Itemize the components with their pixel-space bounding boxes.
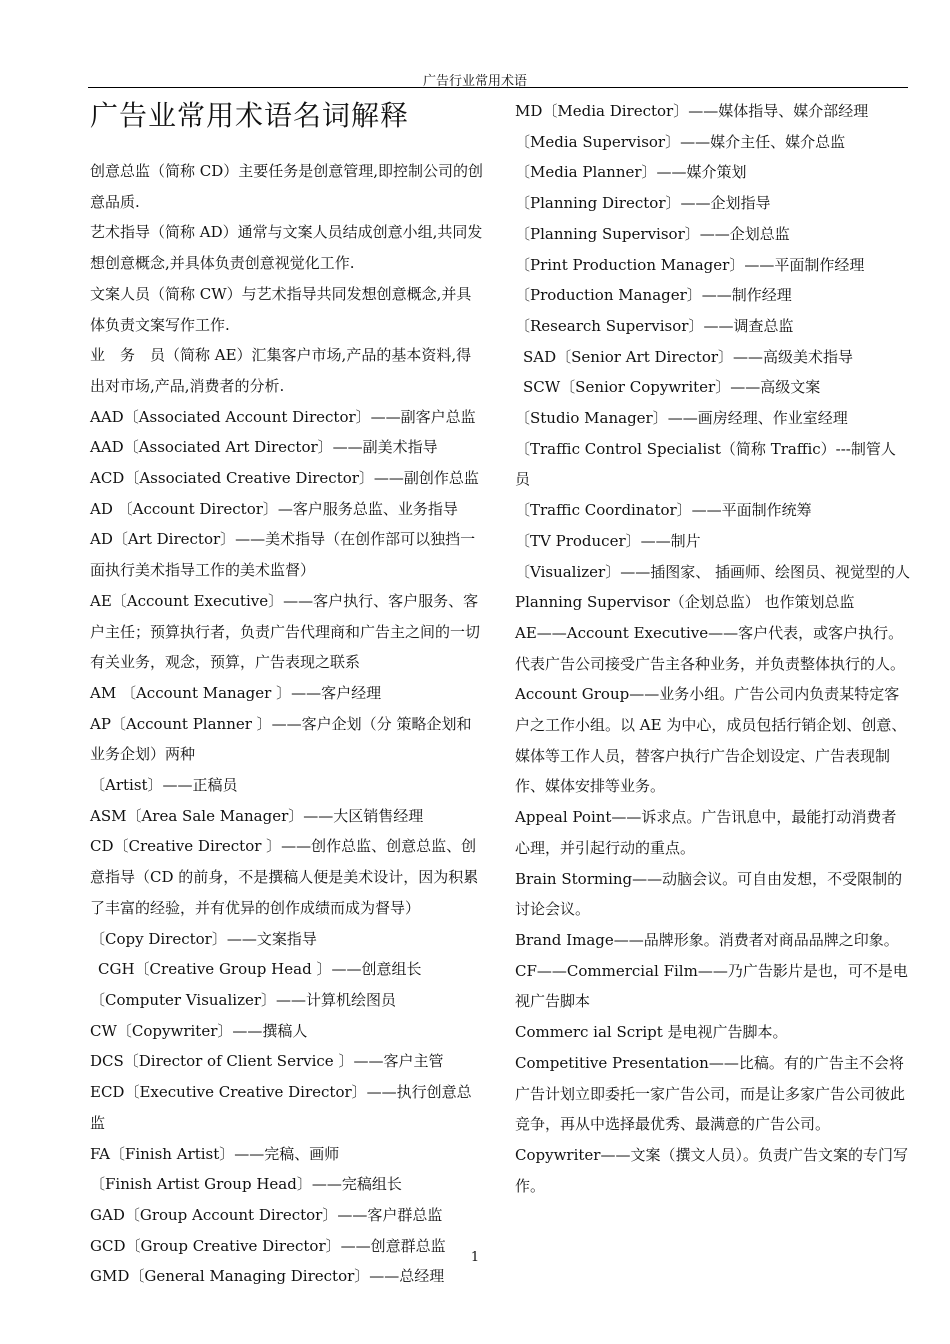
glossary-entry: 〔Computer Visualizer〕——计算机绘图员 xyxy=(90,990,397,1009)
glossary-entry: CGH〔Creative Group Head 〕——创意组长 xyxy=(98,960,422,979)
glossary-entry: AE——Account Executive——客户代表，或客户执行。代表广告公司接受广告主各种业务，并负责整体执行的人。 xyxy=(515,623,906,673)
glossary-entry: 〔Media Planner〕——媒介策划 xyxy=(515,163,747,182)
glossary-entry: 〔Traffic Coordinator〕——平面制作统筹 xyxy=(515,501,812,520)
running-header: 广告行业常用术语 xyxy=(422,74,527,89)
glossary-entry: Copywriter——文案（撰文人员）。负责广告文案的专门写作。 xyxy=(515,1145,908,1195)
glossary-entry: 〔Visualizer〕——插图家、 插画师、绘图员、视觉型的人 xyxy=(515,562,910,581)
glossary-entry: DCS〔Director of Client Service 〕——客户主管 xyxy=(90,1052,444,1071)
glossary-entry: 业 务 员（简称 AE）汇集客户市场,产品的基本资料,得出对市场,产品,消费者的分析. xyxy=(90,346,472,395)
glossary-entry: Brand Image——品牌形象。消费者对商品品牌之印象。 xyxy=(515,930,899,949)
glossary-entry: Appeal Point——诉求点。广告讯息中，最能打动消费者心理，并引起行动的重点。 xyxy=(515,808,897,857)
document-title: 广告业常用术语名词解释 xyxy=(90,99,410,132)
glossary-entry: GMD〔General Managing Director〕——总经理 xyxy=(90,1267,445,1286)
glossary-entry: 〔Planning Supervisor〕——企划总监 xyxy=(515,224,790,243)
glossary-entry: AP〔Account Planner 〕——客户企划（分 策略企划和业务企划）两种 xyxy=(90,714,472,764)
glossary-entry: 〔Copy Director〕——文案指导 xyxy=(90,929,317,948)
glossary-entry: Brain Storming——动脑会议。可自由发想，不受限制的讨论会议。 xyxy=(515,869,903,919)
glossary-entry: CF——Commercial Film——乃广告影片是也，可不是电视广告脚本 xyxy=(515,961,908,1011)
left-entry-list xyxy=(90,156,485,1292)
glossary-entry: AAD〔Associated Account Director〕——副客户总监 xyxy=(90,407,476,426)
glossary-entry: 〔Media Supervisor〕——媒介主任、媒介总监 xyxy=(515,132,846,151)
glossary-entry: GAD〔Group Account Director〕——客户群总监 xyxy=(90,1205,443,1224)
page-number: 1 xyxy=(470,1250,480,1265)
glossary-entry: AD〔Art Director〕——美术指导（在创作部可以独挡一面执行美术指导工作的美术监督） xyxy=(90,530,476,580)
glossary-entry: Planning Supervisor（企划总监） 也作策划总监 xyxy=(515,593,855,612)
glossary-entry: SAD〔Senior Art Director〕——高级美术指导 xyxy=(523,347,854,366)
glossary-entry: 文案人员（简称 CW）与艺术指导共同发想创意概念,并具体负责文案写作工作. xyxy=(90,284,472,334)
glossary-entry: 〔TV Producer〕——制片 xyxy=(515,531,701,550)
glossary-entry: Account Group——业务小组。广告公司内负责某特定客户之工作小组。以 AE 为中心，成员包括行销企划、创意、媒体等工作人员，替客户执行广告企划设定、广告表现制作、媒体安排等业务。 xyxy=(515,685,907,796)
right-entry-list xyxy=(515,96,910,1201)
glossary-entry: 〔Print Production Manager〕——平面制作经理 xyxy=(515,255,865,274)
glossary-entry: 〔Artist〕——正稿员 xyxy=(90,776,238,795)
header-rule xyxy=(88,87,908,88)
glossary-entry: ACD〔Associated Creative Director〕——副创作总监 xyxy=(90,469,479,488)
glossary-entry: CD〔Creative Director 〕——创作总监、创意总监、创意指导（CD 的前身，不是撰稿人便是美术设计，因为积累了丰富的经验，并有优异的创作成绩而成为督导） xyxy=(90,837,479,917)
glossary-entry: Commerc ial Script 是电视广告脚本。 xyxy=(515,1023,788,1042)
glossary-entry: SCW〔Senior Copywriter〕——高级文案 xyxy=(523,378,821,397)
glossary-entry: 〔Finish Artist Group Head〕——完稿组长 xyxy=(90,1175,402,1194)
glossary-entry: 〔Research Supervisor〕——调查总监 xyxy=(515,316,794,335)
glossary-entry: 〔Planning Director〕——企划指导 xyxy=(515,194,771,213)
glossary-entry: 〔Production Manager〕——制作经理 xyxy=(515,286,792,305)
glossary-entry: Competitive Presentation——比稿。有的广告主不会将广告计划立即委托一家广告公司，而是让多家广告公司彼此竞争，再从中选择最优秀、最满意的广告公司。 xyxy=(515,1053,906,1134)
glossary-entry: FA〔Finish Artist〕——完稿、画师 xyxy=(90,1144,340,1163)
glossary-entry: GCD〔Group Creative Director〕——创意群总监 xyxy=(90,1236,446,1255)
glossary-entry: AE〔Account Executive〕——客户执行、客户服务、客户主任；预算执行者，负责广告代理商和广告主之间的一切有关业务，观念，预算，广告表现之联系 xyxy=(90,591,481,672)
glossary-entry: CW〔Copywriter〕——撰稿人 xyxy=(90,1021,308,1040)
left-column xyxy=(90,96,485,1292)
glossary-entry: 〔Studio Manager〕——画房经理、作业室经理 xyxy=(515,409,848,428)
glossary-entry: AM 〔Account Manager 〕——客户经理 xyxy=(90,683,382,702)
glossary-entry: ECD〔Executive Creative Director〕——执行创意总监 xyxy=(90,1083,472,1132)
glossary-entry: AAD〔Associated Art Director〕——副美术指导 xyxy=(90,438,438,457)
glossary-entry: ASM〔Area Sale Manager〕——大区销售经理 xyxy=(90,806,424,825)
glossary-entry: 创意总监（简称 CD）主要任务是创意管理,即控制公司的创意品质. xyxy=(90,162,484,211)
glossary-entry: 〔Traffic Control Specialist（简称 Traffic）---制管人员 xyxy=(515,439,896,489)
right-column xyxy=(515,96,910,1201)
glossary-entry: MD〔Media Director〕——媒体指导、媒介部经理 xyxy=(515,102,869,120)
glossary-entry: AD 〔Account Director〕—客户服务总监、业务指导 xyxy=(90,499,458,518)
glossary-entry: 艺术指导（简称 AD）通常与文案人员结成创意小组,共同发想创意概念,并具体负责创意视觉化工作. xyxy=(90,223,483,273)
